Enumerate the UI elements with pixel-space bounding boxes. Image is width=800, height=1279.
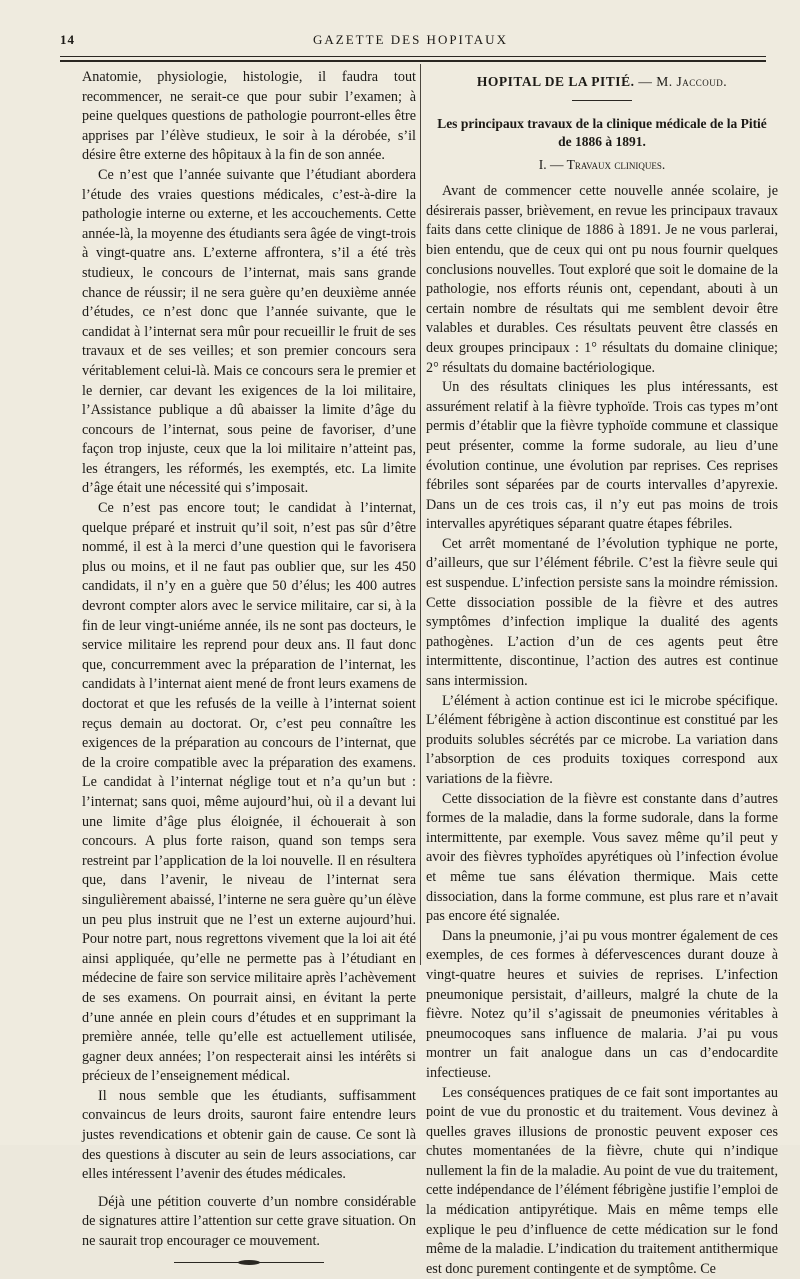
right-paragraph: L’élément à action continue est ici le microbe spécifique. L’élément fébrigène à action discontinue est constitué par les produits solubles sécrétés par ce microbe. La variation dans l’absorption de ces produits toxiques correspond aux variations de la fièvre. <box>426 692 778 790</box>
right-paragraph: Dans la pneumonie, j’ai pu vous montrer également de ces exemples, de ces formes à défervescences durant douze à vingt-quatre heures et suivies de reprises. L’infection pneumonique persistait, d’ailleurs, malgré la chute de la fièvre. Notez qu’il s’agissait de pneumonies véritables à pneumocoques sans influence de malaria. J’ai pu vous montrer un fait analogue dans un cas d’endocardite infectieuse. <box>426 927 778 1084</box>
left-column <box>82 68 416 1121</box>
left-paragraph: Déjà une pétition couverte d’un nombre considérable de signatures attire l’attention sur cette grave situation. On ne saurait trop encourager ce mouvement. <box>82 1193 416 1252</box>
right-paragraph: Cette dissociation de la fièvre est constante dans d’autres formes de la maladie, dans la forme sudorale, dans la forme intermittente, par exemple. Vous savez même qu’il peut y avoir des fièvres typhoïdes apyrétiques où l’infection évolue et même tue sans élévation thermique. Mais cette dissociation, dans la forme commune, est plus rare et n’avait pas encore été signalée. <box>426 790 778 927</box>
section-title <box>426 72 778 92</box>
left-paragraph: Ce n’est pas encore tout; le candidat à l’internat, quelque préparé et instruit qu’il soit, n’est pas sûr d’être nommé, il est à la merci d’une question qui le favorisera plus ou moins, et il ne faut pas oublier que, sur les 450 candidats, il n’y en a guère que 50 d’élus; les 400 autres devront compter alors avec le service militaire, car si, à la fin de leur vingt-uniéme année, ils ne sont pas docteurs, le service militaire les reprend pour deux ans. Il faut donc que, concurremment avec la préparation de l’internat, les candidats à l’internat aient mené de front leurs examens de doctorat et que les refusés de la veille à l’internat soient reçus demain au doctorat. Or, c’est peu connaître les exigences de la préparation au concours de l’internat, que de la croire compatible avec la préparation des examens. Le candidat à l’internat néglige tout et n’a qu’un but : l’internat; sans quoi, même aujourd’hui, où il a devant lui une limite d’âge plus éloignée, il échouerait à son concours. A plus forte raison, quand son temps sera restreint par l’application de la loi nouvelle. Il en résultera que, dans l’avenir, le niveau de l’internat sera singulièrement abaissé, l’interne ne sera guère qu’un élève un peu plus instruit que ne l’est un externe aujourd’hui. Pour notre part, nous regrettons vivement que la loi ait été ainsi appliquée, qu’elle ne permette pas à l’étudiant en médecine de faire son service militaire après l’achèvement de ses examens. On pourrait ainsi, en évitant la perte d’une année en plein cours d’études et en supprimant la première année, telle qu’elle est actuellement utilisée, gagner deux années; l’on respecterait ainsi les intérêts si précieux de l’enseignement médical. <box>82 499 416 1087</box>
right-column <box>426 68 778 1121</box>
right-paragraph: Un des résultats cliniques les plus intéressants, est assurément relatif à la fièvre typhoïde. Trois cas types m’ont permis d’établir que la fièvre typhoïde commune et classique peut présenter, comme la forme sudorale, au lieu d’une évolution continue, une évolution par reprises. Ces reprises fébriles sont séparées par de courts intervalles d’apyrexie. Dans un de ces trois cas, il n’y eut pas moins de trois intervalles apyrétiques séparant quatre étapes fébriles. <box>426 378 778 535</box>
end-ornament <box>174 1262 324 1263</box>
right-paragraph: Avant de commencer cette nouvelle année scolaire, je désirerais passer, brièvement, en revue les principaux travaux faits dans cette clinique de 1886 à 1891. Je ne vous parlerai, bien entendu, que de ceux qui ont pu nous fournir quelques conclusions nouvelles. Tout exploré que soit le domaine de la pathologie, nos efforts réunis ont, cependant, abouti à un certain nombre de résultats qui me semblent devoir être valables et durables. Ces résultats peuvent être classés en deux groupes principaux : 1° résultats du domaine clinique; 2° résultats du domaine bactériologique. <box>426 182 778 378</box>
left-paragraph: Ce n’est que l’année suivante que l’étudiant abordera l’étude des vraies questions médicales, c’est-à-dire la pathologie interne ou externe, et les accouchements. Cette année-là, la moyenne des étudiants sera âgée de vingt-trois à vingt-quatre ans. L’externe affrontera, s’il a été très studieux, le concours de l’internat, mais sans grande chance de réussir; il ne sera guère qu’en deuxième année d’études, ce n’est donc que l’année suivante, que le candidat à l’internat sera mûr pour recueillir le fruit de ses travaux et de ses veilles; et son premier concours sera véritablement celui-là. Mais ce concours sera le premier et le dernier, car devant les exigences de la loi militaire, l’Assistance publique a dû abaisser la limite d’âge du concours de l’internat, sous peine de favoriser, d’une façon trop injuste, ceux que la loi militaire n’atteint pas, les étrangers, les réformés, les exemptés, etc. La limite d’âge était une nécessité qui s’imposait. <box>82 166 416 499</box>
title-rule <box>572 100 632 101</box>
journal-title: GAZETTE DES HOPITAUX <box>313 32 508 48</box>
right-paragraph: Les conséquences pratiques de ce fait sont importantes au point de vue du pronostic et du traitement. Vous devinez à quelles graves illusions de pronostic peuvent exposer ces chutes momentanées de la fièvre, chute qui n’indique nullement la fin de la maladie. Au point de vue du traitement, cette indépendance de l’élément fébrigène justifie l’emploi de la médication antipyrétique. Mais en même temps elle explique le peu d’influence de cette médication sur le fond même de la maladie. L’indication du traitement antithermique est donc purement contingente et de symptôme. Ce <box>426 1084 778 1279</box>
right-paragraph: Cet arrêt momentané de l’évolution typhique ne porte, d’ailleurs, que sur l’élément fébrile. C’est la fièvre seule qui est suspendue. L’infection persiste sans la moindre rémission. Cette dissociation possible de la fièvre et des autres symptômes d’infection implique la dualité des agents pathogènes. L’action d’un de ces agents peut être intermittente, discontinue, l’action des autres est continue sans intermission. <box>426 535 778 692</box>
lecture-title: Les principaux travaux de la clinique médicale de la Pitié de 1886 à 1891. <box>434 115 770 151</box>
page-number: 14 <box>60 32 75 48</box>
section-hospital: HOPITAL DE LA PITIÉ. <box>477 74 635 89</box>
left-paragraph: Anatomie, physiologie, histologie, il faudra tout recommencer, ne serait-ce que pour subir l’examen; à peine quelques questions de pathologie pourront-elles être apprises par l’élève studieux, le soir à la dérobée, s’il désire être externe des hôpitaux à la fin de son année. <box>82 68 416 166</box>
left-paragraph: Il nous semble que les étudiants, suffisamment convaincus de leurs droits, sauront faire entendre leurs justes revendications et obtenir gain de cause. Ce sont là des questions à discuter au sein de leurs associations, car elles intéressent l’avenir des études médicales. <box>82 1087 416 1185</box>
page-header <box>60 26 766 54</box>
column-divider <box>420 64 421 965</box>
subheading: I. — Travaux cliniques. <box>426 155 778 175</box>
section-author: — M. Jaccoud. <box>638 74 727 89</box>
header-rule-bottom <box>60 60 766 62</box>
header-rule-top <box>60 56 766 57</box>
